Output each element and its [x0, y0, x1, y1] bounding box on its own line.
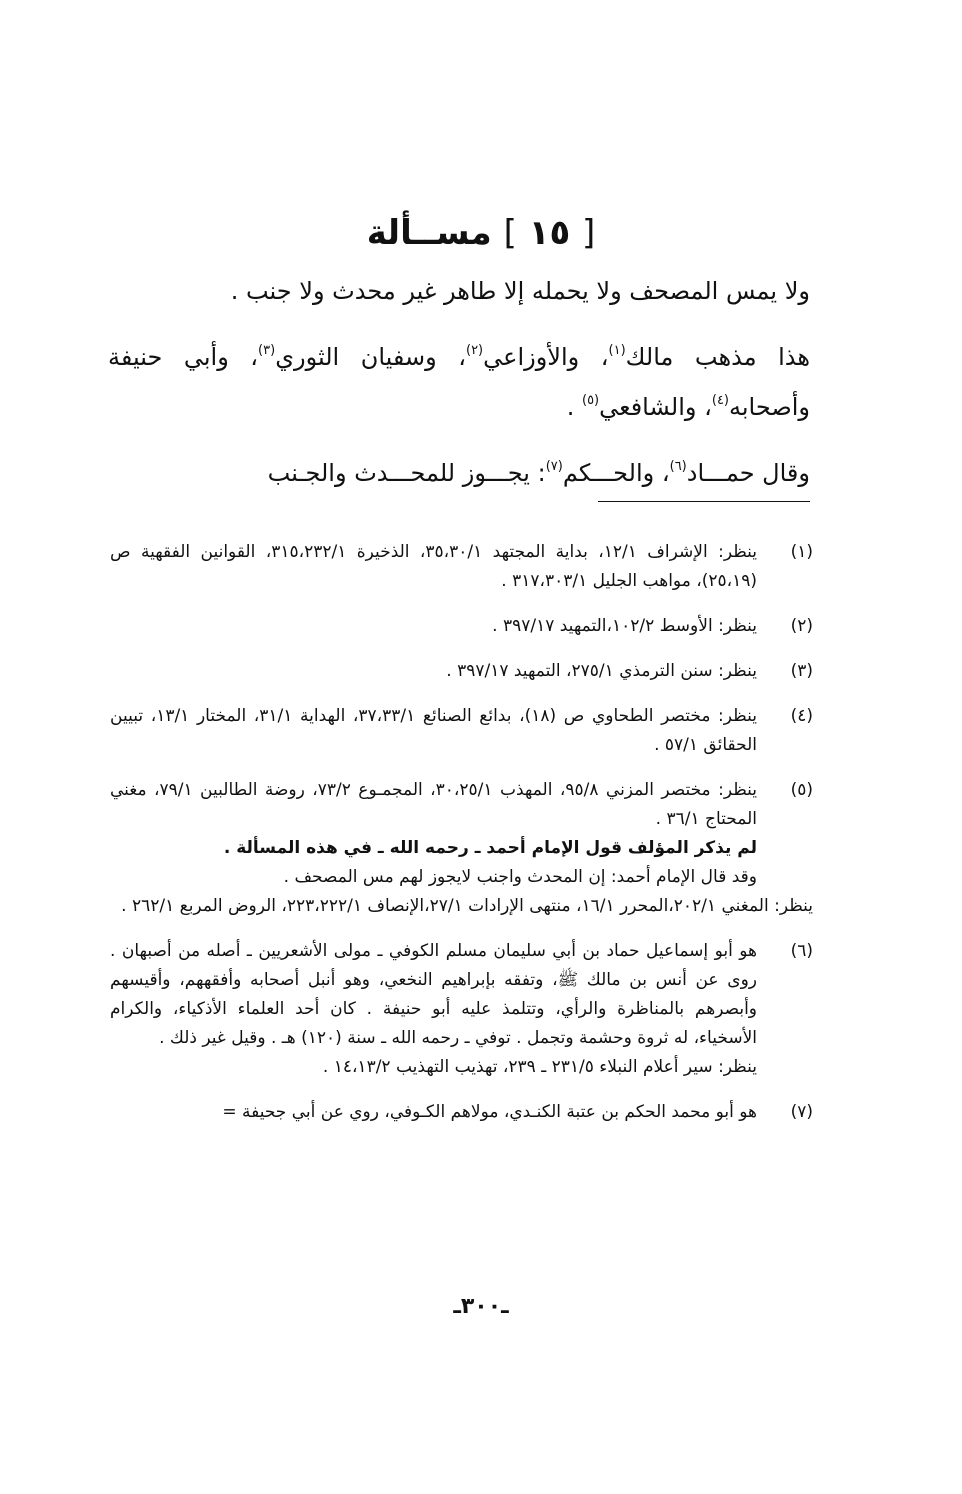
footnotes	[110, 538, 813, 1143]
footnote-number: (٦)	[790, 941, 813, 961]
footnote-text: هو أبو إسماعيل حماد بن أبي سليمان مسلم الكوفي ـ مولى الأشعريين ـ أصله من أصبهان . روى عن أنس بن مالك ﷺ، وتفقه بإبراهيم النخعي، وهو أنبل أصحابه وأفقههم، وأقيسهم وأبصرهم بالمناظرة والرأي، وتتلمذ عليه أبو حنيفة . كان أحد العلماء الأذكياء، والكرام الأسخياء، له ثروة وحشمة وتجمل . توفي ـ رحمه الله ـ سنة (١٢٠) هـ . وقيل غير ذلك .	[110, 941, 757, 1048]
paragraph-2-text: ، وسفيان الثوري	[275, 343, 466, 371]
footnote-ref: (٤)	[711, 393, 729, 408]
main-text	[108, 266, 810, 514]
footnote-text: ينظر: الإشراف ١٢/١، بداية المجتهد ٣٥،٣٠/١، الذخيرة ٣١٥،٢٣٢/١، القوانين الفقهية ص (٢٥،١٩)، مواهب الجليل ٣١٧،٣٠٣/١ .	[110, 542, 758, 591]
footnote-1	[110, 538, 813, 596]
paragraph-2-text: هذا مذهب مالك	[625, 343, 810, 371]
footnote-ref: (١)	[608, 343, 626, 358]
footnote-number: (٣)	[790, 661, 813, 681]
footnote-number: (٤)	[790, 706, 813, 726]
footnote-ref: (٦)	[669, 459, 687, 474]
footnote-text: ينظر: سنن الترمذي ٢٧٥/١، التمهيد ٣٩٧/١٧ .	[446, 661, 757, 681]
footnote-number: (٥)	[790, 780, 813, 800]
section-title: مســألة	[366, 213, 492, 253]
section-number: ١٥	[528, 213, 571, 253]
footnote-6	[110, 937, 813, 1082]
footnote-ref: (٣)	[258, 343, 276, 358]
paragraph-3-text: ، والحـــكم	[562, 459, 670, 487]
paragraph-3-text: : يجـــوز للمحـــدث والجـنب	[267, 459, 546, 487]
bracket-close: ]	[503, 213, 517, 253]
paragraph-2-text: ، والشافعي	[599, 393, 712, 421]
footnote-7	[110, 1098, 813, 1127]
paragraph-2	[108, 332, 810, 432]
footnote-references: ينظر: سير أعلام النبلاء ٢٣١/٥ ـ ٢٣٩، تهذيب التهذيب ١٤،١٣/٢ .	[322, 1057, 757, 1077]
paragraph-2-text: ، وأبي حنيفة وأصحابه	[108, 343, 810, 421]
footnote-2	[110, 612, 813, 641]
footnote-ref: (٢)	[465, 343, 484, 358]
paragraph-1: ولا يمس المصحف ولا يحمله إلا طاهر غير محدث ولا جنب .	[230, 277, 810, 305]
section-heading	[0, 208, 962, 258]
paragraph-3	[108, 448, 810, 498]
footnote-number: (٧)	[790, 1102, 813, 1122]
page-number: ـ٣٠٠ـ	[453, 1294, 509, 1319]
paragraph-2-text: ، والأوزاعي	[483, 343, 609, 371]
footnote-4	[110, 702, 813, 760]
footnote-references: ينظر: المغني ٢٠٢/١،المحرر ١٦/١، منتهى الإرادات ٢٧/١،الإنصاف ٢٢٣،٢٢٢/١، الروض المربع ٢٦٢/١ .	[121, 896, 813, 916]
footnote-remark: وقد قال الإمام أحمد: إن المحدث واجنب لايجوز لهم مس المصحف .	[283, 867, 757, 887]
footnote-text: ينظر: مختصر المزني ٩٥/٨، المهذب ٣٠،٢٥/١، المجمـوع ٧٣/٢، روضة الطالبين ٧٩/١، مغني المحتاج ٣٦/١ .	[110, 780, 757, 829]
footnote-text: ينظر: مختصر الطحاوي ص (١٨)، بدائع الصنائع ٣٧،٣٣/١، الهداية ٣١/١، المختار ١٣/١، تبيين الحقائق ٥٧/١ .	[110, 706, 757, 755]
footnote-bold-remark: لم يذكر المؤلف قول الإمام أحمد ـ رحمه الله ـ في هذه المسألة .	[223, 838, 757, 858]
footnote-5	[110, 776, 813, 921]
footnote-number: (١)	[790, 542, 813, 562]
footnote-ref: (٧)	[545, 459, 563, 474]
footnote-3	[110, 657, 813, 686]
footnote-text: ينظر: الأوسط ١٠٢/٢،التمهيد ٣٩٧/١٧ .	[492, 616, 757, 636]
paragraph-2-text: .	[566, 393, 582, 421]
footnote-separator	[598, 501, 810, 502]
paragraph-3-text: وقال حمـــاد	[686, 459, 810, 487]
footnote-number: (٢)	[790, 616, 813, 636]
footnote-text: هو أبو محمد الحكم بن عتبة الكنـدي، مولاهم الكـوفي، روي عن أبي جحيفة =	[222, 1102, 757, 1122]
bracket-open: [	[582, 213, 596, 253]
footnote-ref: (٥)	[581, 393, 600, 408]
